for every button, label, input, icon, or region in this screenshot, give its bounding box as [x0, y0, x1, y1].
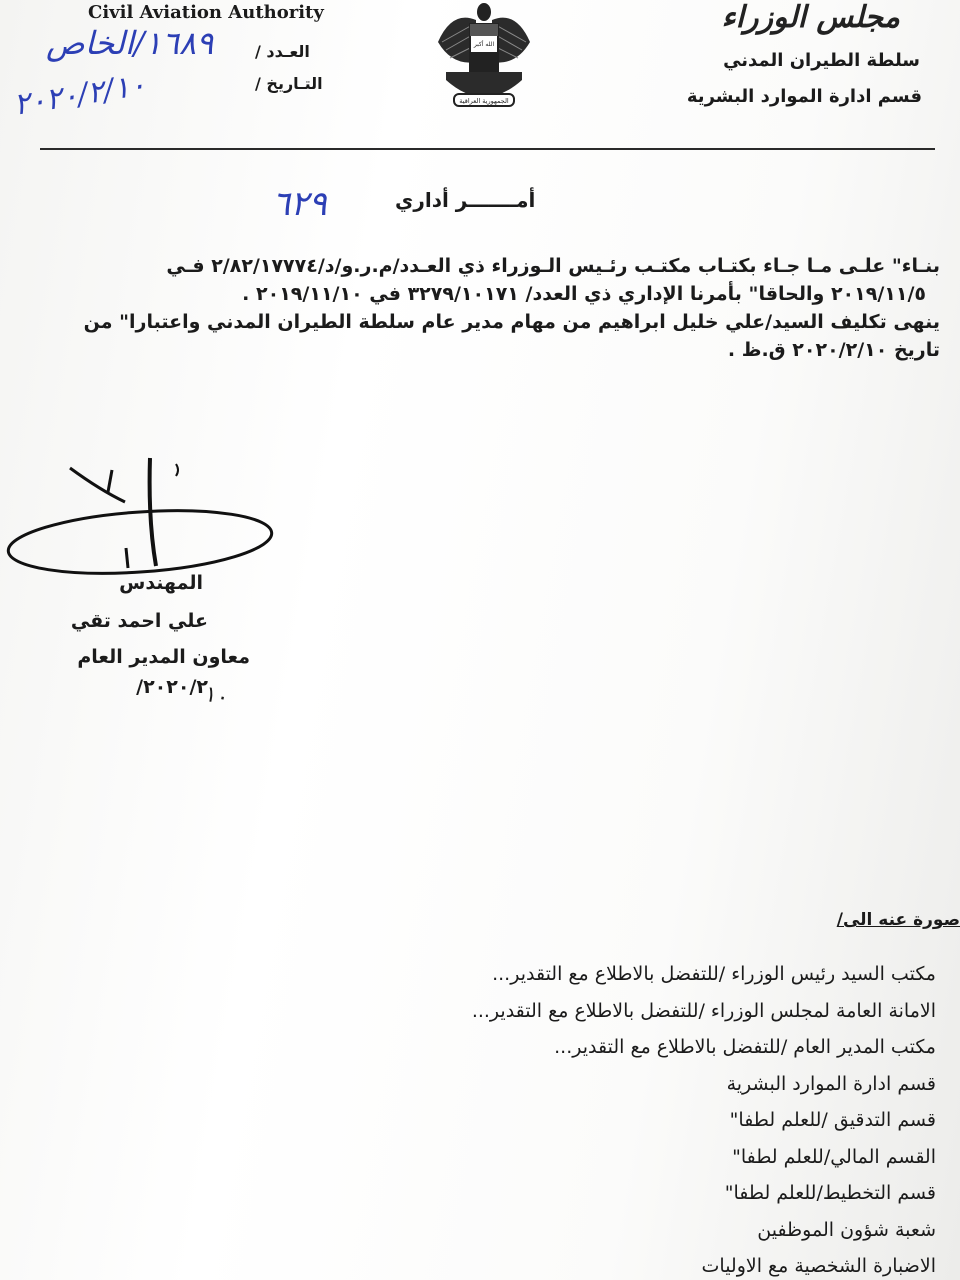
cc-recipient: قسم التخطيط/للعلم لطفا"	[724, 1182, 936, 1204]
cc-recipient-list	[472, 956, 936, 1280]
signatory-title: المهندس	[119, 572, 203, 594]
cc-recipient: الامانة العامة لمجلس الوزراء /للتفضل بالاطلاع مع التقدير...	[471, 999, 936, 1022]
handwritten-signature-day: ١٠	[202, 681, 231, 712]
body-line: ٢٠١٩/١١/٥ والحاقا" بأمرنا الإداري ذي العدد/ ٣٢٧٩/١٠١٧١ في ٢٠١٩/١١/١٠ .	[242, 283, 926, 305]
header-divider	[40, 148, 935, 150]
number-label: العـدد /	[255, 42, 310, 61]
body-line: ينهى تكليف السيد/علي خليل ابراهيم من مهام مدير عام سلطة الطيران المدني واعتبارا" من	[83, 311, 940, 333]
cc-recipient: شعبة شؤون الموظفين	[757, 1218, 936, 1241]
signature-date: ٢٠٢٠/٢/	[136, 676, 208, 698]
cc-recipient: مكتب السيد رئيس الوزراء /للتفضل بالاطلاع مع التقدير...	[492, 963, 936, 985]
body-line: بنـاء" علـى مـا جـاء بكتـاب مكتـب رئـيس الـوزراء ذي العـدد/م.ر.و/د/٢/٨٢/١٧٧٧٤ فـي	[166, 255, 940, 277]
handwritten-reference-number: ١٦٨٩/الخاص	[46, 24, 214, 62]
signatory-role: معاون المدير العام	[77, 646, 250, 668]
cc-recipient: قسم ادارة الموارد البشرية	[726, 1072, 936, 1095]
council-of-ministers-script: مجلس الوزراء	[721, 0, 900, 35]
emblem-banner-text: الجمهورية العراقية	[459, 97, 509, 105]
cc-recipient: القسم المالي/للعلم لطفا"	[732, 1145, 936, 1168]
cc-recipient: مكتب المدير العام /للتفضل بالاطلاع مع التقدير...	[554, 1036, 936, 1058]
order-title: أمـــــــر أداري	[395, 188, 536, 212]
department-name-ar: قسم ادارة الموارد البشرية	[686, 86, 922, 107]
authority-name-en: Civil Aviation Authority	[88, 2, 324, 23]
handwritten-order-number: ٦٢٩	[272, 184, 327, 224]
cc-recipient: الاضبارة الشخصية مع الاوليات	[701, 1255, 936, 1277]
cc-heading: صورة عنه الى/	[836, 910, 960, 930]
authority-name-ar: سلطة الطيران المدني	[723, 50, 920, 71]
order-body	[0, 252, 940, 364]
svg-text:الله أكبر: الله أكبر	[473, 41, 495, 48]
signatory-name: علي احمد تقي	[70, 610, 208, 632]
iraq-eagle-emblem-icon	[432, 2, 536, 116]
handwritten-date: ٢٠٢٠/٢/١٠	[11, 67, 149, 123]
date-label: التـاريخ /	[255, 74, 323, 93]
cc-recipient: قسم التدقيق /للعلم لطفا"	[729, 1109, 936, 1131]
body-line: تاريخ ٢٠٢٠/٢/١٠ ق.ظ .	[727, 339, 940, 361]
